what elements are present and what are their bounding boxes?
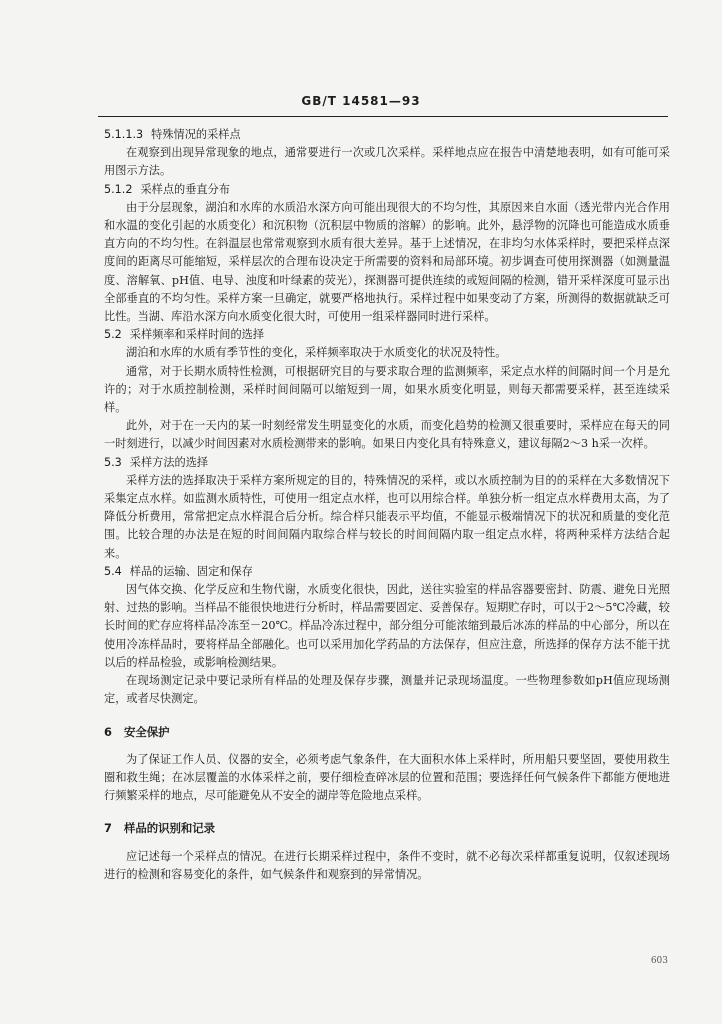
- heading-number: 6: [104, 724, 112, 739]
- document-body: [104, 126, 670, 884]
- heading-5-1-2: [104, 181, 670, 199]
- heading-number: 5.4: [104, 564, 122, 578]
- page-number: 603: [650, 956, 668, 966]
- heading-6: [104, 723, 670, 741]
- heading-title: 特殊情况的采样点: [151, 128, 241, 141]
- paragraph: 通常，对于长期水质特性检测，可根据研究目的与要求取合理的监测频率，采定点水样的间隔时间一个月是允许的；对于水质控制检测，采样时间间隔可以缩短到一周，如果水质变化明显，则每天都需要采样，甚至连续采样。: [104, 364, 670, 415]
- heading-7: [104, 819, 670, 837]
- heading-title: 样品的运输、固定和保存: [129, 564, 253, 578]
- paragraph: 因气体交换、化学反应和生物代谢，水质变化很快，因此，送往实验室的样品容器要密封、防震、避免日光照射、过热的影响。当样品不能很快地进行分析时，样品需要固定、妥善保存。短期贮存时，可以于2～5℃冷藏，较长时间的贮存应将样品冷冻至－20℃。样品冷冻过程中，部分组分可能浓缩到最后冰冻的样品的中心部分，所以在使用冷冻样品时，要将样品全部融化。也可以采用加化学药品的方法保存，但应注意，所选择的保存方法不能干扰以后的样品检验，或影响检测结果。: [104, 583, 670, 669]
- paragraph: 应记述每一个采样点的情况。在进行长期采样过程中，条件不变时，就不必每次采样都重复说明，仅叙述现场进行的检测和容易变化的条件，如气候条件和观察到的异常情况。: [104, 849, 670, 881]
- paragraph: 湖泊和水库的水质有季节性的变化，采样频率取决于水质变化的状况及特性。: [126, 346, 507, 360]
- paragraph: 在现场测定记录中要记录所有样品的处理及保存步骤，测量并记录现场温度。一些物理参数如pH值应现场测定，或者尽快测定。: [104, 674, 670, 706]
- heading-5-3: [104, 454, 670, 472]
- heading-number: 5.1.2: [104, 182, 133, 196]
- paragraph: 由于分层现象，湖泊和水库的水质沿水深方向可能出现很大的不均匀性，其原因来自水面（透光带内光合作用和水温的变化引起的水质变化）和沉积物（沉积层中物质的溶解）的影响。此外，悬浮物的沉降也可能造成水质垂直方向的不均匀性。在斜温层也常常观察到水质有很大差异。基于上述情况，在非均匀水体采样时，要把采样点深度间的距离尽可能缩短，采样层次的合理布设决定于所需要的资料和局部环境。初步调查可使用探测器（如测量温度、溶解氧、pH值、电导、浊度和叶绿素的荧光），探测器可提供连续的或短间隔的检测，错开采样深度可显示出全部垂直的不均匀性。采样方案一旦确定，就要严格地执行。采样过程中如果变动了方案，所测得的数据就缺乏可比性。当湖、库沿水深方向水质变化很大时，可使用一组采样器同时进行采样。: [104, 200, 670, 324]
- heading-title: 采样点的垂直分布: [140, 182, 230, 196]
- heading-number: 5.1.1.3: [104, 128, 144, 141]
- paragraph: 此外，对于在一天内的某一时刻经常发生明显变化的水质，而变化趋势的检测又很重要时，采样应在每天的同一时刻进行，以减少时间因素对水质检测带来的影响。如果日内变化具有特殊意义，建议每隔2～3 h采一次样。: [104, 419, 670, 451]
- heading-title: 采样方法的选择: [129, 455, 209, 469]
- paragraph: 在观察到出现异常现象的地点，通常要进行一次或几次采样。采样地点应在报告中清楚地表明，如有可能可采用图示方法。: [104, 146, 670, 178]
- heading-5-1-1-3: [104, 126, 670, 144]
- heading-5-4: [104, 563, 670, 581]
- heading-number: 7: [104, 821, 112, 836]
- standard-code-header: GB/T 14581—93: [301, 94, 421, 108]
- heading-number: 5.2: [104, 328, 122, 342]
- heading-number: 5.3: [104, 455, 122, 469]
- heading-5-2: [104, 326, 670, 344]
- header-rule: [98, 116, 668, 117]
- heading-title: 样品的识别和记录: [123, 821, 216, 836]
- heading-title: 采样频率和采样时间的选择: [129, 328, 265, 342]
- heading-title: 安全保护: [123, 724, 170, 739]
- paragraph: 为了保证工作人员、仪器的安全，必须考虑气象条件，在大面积水体上采样时，所用船只要坚固，要使用救生圈和救生绳；在冰层覆盖的水体采样之前，要仔细检查碎冰层的位置和范围；要选择任何气候条件下都能方便地进行频繁采样的地点，尽可能避免从不安全的湖岸等危险地点采样。: [104, 752, 670, 803]
- paragraph: 采样方法的选择取决于采样方案所规定的目的，特殊情况的采样，或以水质控制为目的的采样在大多数情况下采集定点水样。如监测水质特性，可使用一组定点水样，也可以用综合样。单独分析一组定点水样费用太高，为了降低分析费用，常常把定点水样混合后分析。综合样只能表示平均值，不能显示极端情况下的状况和质量的变化范围。比较合理的办法是在短的时间间隔内取综合样与较长的时间间隔内取一组定点水样，将两种采样方法结合起来。: [104, 473, 670, 560]
